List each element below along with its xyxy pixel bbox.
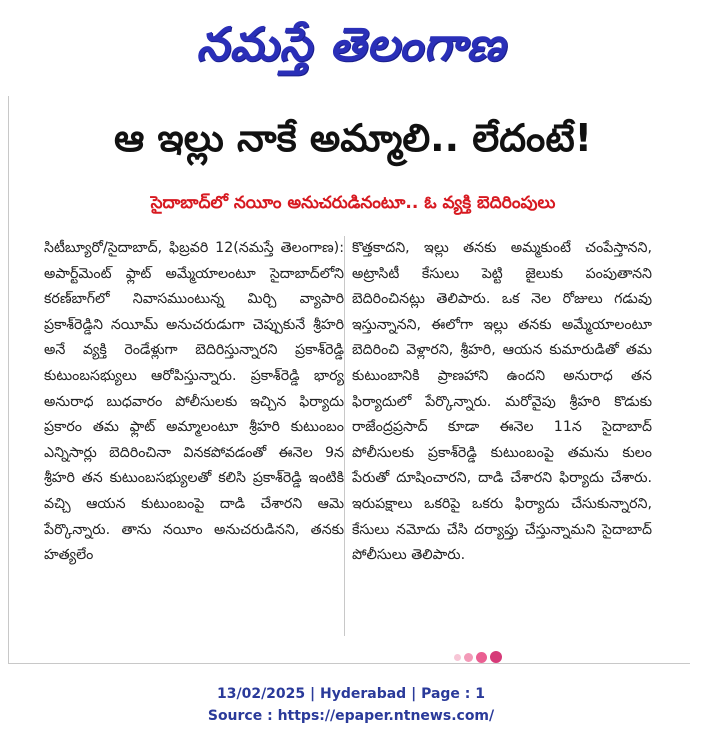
article-column-right: కొత్తకాదని, ఇల్లు తనకు అమ్మకుంటే చంపేస్తానని, అట్రాసిటీ కేసులు పెట్టి జైలుకు పంపుతానని బెదిరించినట్లు తెలిపారు. ఒక నెల రోజులు గడువు ఇస్తున్నానని, ఈలోగా ఇల్లు తనకు అమ్మేయాలంటూ బెదిరించి వెళ్లారని, శ్రీహరి, ఆయన కుమారుడితో తమ కుటుంబానికి ప్రాణహాని ఉందని అనురాధ తన ఫిర్యాదులో పేర్కొన్నారు. మరోవైపు శ్రీహరి కొడుకు రాజేంద్రప్రసాద్ కూడా ఈనెల 11న సైదాబాద్ పోలీసులకు ప్రకాశ్‌రెడ్డి కుటుంబంపై తమను కులం పేరుతో దూషించారని, దాడి చేశారని ఫిర్యాదు చేశారు. ఇరుపక్షాలు ఒకరిపై ఒకరు ఫిర్యాదు చేసుకున్నారని, కేసులు నమోదు చేసి దర్యాప్తు చేస్తున్నామని సైదాబాద్ పోలీసులు తెలిపారు. (352, 240, 652, 564)
decorative-dots (454, 650, 502, 664)
frame-bottom-border (8, 663, 690, 664)
footer-edition-info: 13/02/2025 | Hyderabad | Page : 1 (216, 686, 486, 702)
frame-left-border (8, 96, 9, 664)
column-divider (344, 236, 345, 636)
decorative-dot (454, 654, 461, 661)
newspaper-masthead: నమస్తే తెలంగాణ (196, 17, 506, 71)
decorative-dot (464, 653, 473, 662)
decorative-dot (490, 651, 502, 663)
article-subheadline: సైదాబాద్‌లో నయీం అనుచరుడినంటూ.. ఓ వ్యక్తి బెదిరింపులు (150, 193, 556, 213)
article-column-left: సిటీబ్యూరో/సైదాబాద్, ఫిబ్రవరి 12(నమస్తే తెలంగాణ): అపార్ట్‌మెంట్ ఫ్లాట్ అమ్మేయాలంటూ సైదాబాద్‌లోని కరణ్‌బాగ్‌లో నివాసముంటున్న మిర్చి వ్యాపారి ప్రకాశ్‌రెడ్డిని నయీమ్ అనుచరుడుగా చెప్పుకునే శ్రీహరి అనే వ్యక్తి రెండేళ్లుగా బెదిరిస్తున్నారని ప్రకాశ్‌రెడ్డి కుటుంబసభ్యులు ఆరోపిస్తున్నారు. ప్రకాశ్‌రెడ్డి భార్య అనురాధ బుధవారం పోలీసులకు ఇచ్చిన ఫిర్యాదు ప్రకారం తమ ఫ్లాట్ అమ్మాలంటూ శ్రీహరి కుటుంబం ఎన్నిసార్లు బెదిరించినా వినకపోవడంతో ఈనెల 9న శ్రీహరి తన కుటుంబసభ్యులతో కలిసి ప్రకాశ్‌రెడ్డి ఇంటికి వచ్చి ఆయన కుటుంబంపై దాడి చేశారని ఆమె పేర్కొన్నారు. తాను నయీం అనుచరుడినని, తనకు హత్యలేం (44, 240, 344, 564)
article-headline: ఆ ఇల్లు నాకే అమ్మాలి.. లేదంటే! (114, 116, 592, 160)
decorative-dot (476, 652, 487, 663)
article-frame (8, 96, 690, 664)
footer-source-link[interactable]: Source : https://epaper.ntnews.com/ (207, 708, 495, 724)
